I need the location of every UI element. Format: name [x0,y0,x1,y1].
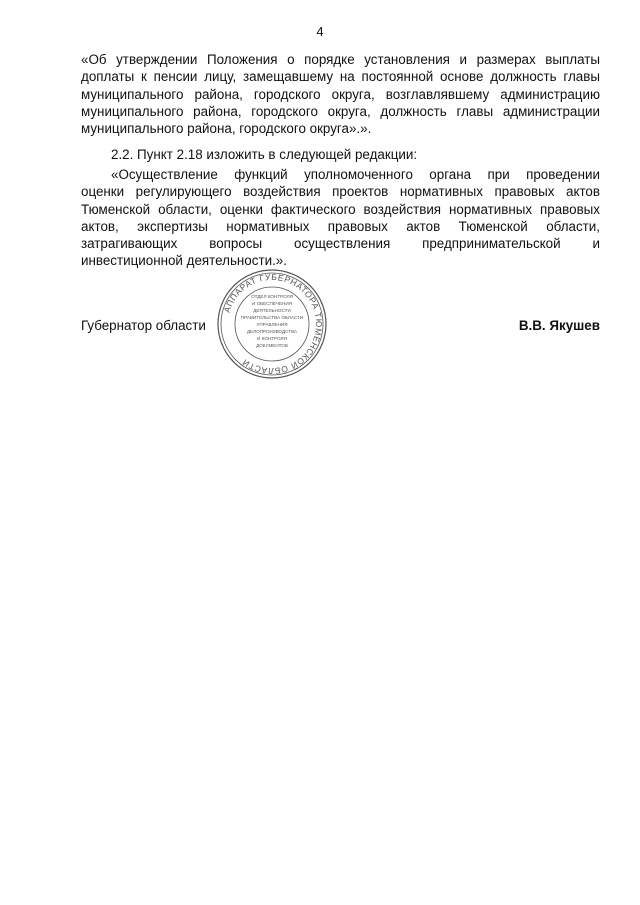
new-text-line: оценки регулирующего воздействия проектов нормативных правовых актов [81,184,600,200]
stamp-inner-line: И ОБЕСПЕЧЕНИЯ [252,301,292,306]
quote-line: «Об утверждении Положения о порядке установления и размерах выплаты [81,52,600,67]
quote-line: доплаты к пенсии лицу, замещавшему на постоянной основе должность главы [81,69,600,85]
stamp-inner-line: И КОНТРОЛЯ [257,336,287,341]
stamp-outer-text: АППАРАТ ГУБЕРНАТОРА ТЮМЕНСКОЙ ОБЛАСТИ [221,271,325,377]
stamp-inner-line: ДЕЛОПРОИЗВОДСТВА [246,329,298,334]
quote-line: муниципального района, городского округа, возглавлявшему администрацию [81,86,600,102]
quote-paragraph [81,51,600,137]
stamp-inner-line: УПРАВЛЕНИЯ [256,322,288,327]
stamp-inner-line: ДЕЯТЕЛЬНОСТИ [253,308,291,313]
stamp-inner-line: ДОКУМЕНТОВ [256,343,288,348]
signature-block [81,318,600,338]
official-stamp [216,268,328,380]
new-text-line: актов, экспертизы нормативных правовых актов Тюменской области, [81,218,600,234]
signatory-title: Губернатор области [81,318,206,333]
quote-line: муниципального района, городского округа, должность главы администрации [81,103,600,119]
item-line: 2.2. Пункт 2.18 изложить в следующей редакции: [111,147,418,162]
stamp-seal-icon [216,268,328,380]
stamp-inner-line: ОТДЕЛ КОНТРОЛЯ [251,294,293,299]
new-text-line: затрагивающих вопросы осуществления предпринимательской и [81,236,600,252]
new-text-line: Тюменской области, оценки фактического воздействия нормативных правовых [81,201,600,217]
new-text-line: инвестиционной деятельности.». [81,253,287,269]
signatory-name: В.В. Якушев [518,318,600,333]
page-number: 4 [316,24,324,39]
new-text-paragraph [81,166,600,270]
stamp-inner-line: ПРАВИТЕЛЬСТВА ОБЛАСТИ [240,315,304,320]
item-paragraph [111,146,600,163]
new-text-line: «Осуществление функций уполномоченного органа при проведении [111,167,600,182]
quote-line: муниципального района, городского округа».». [81,121,372,137]
